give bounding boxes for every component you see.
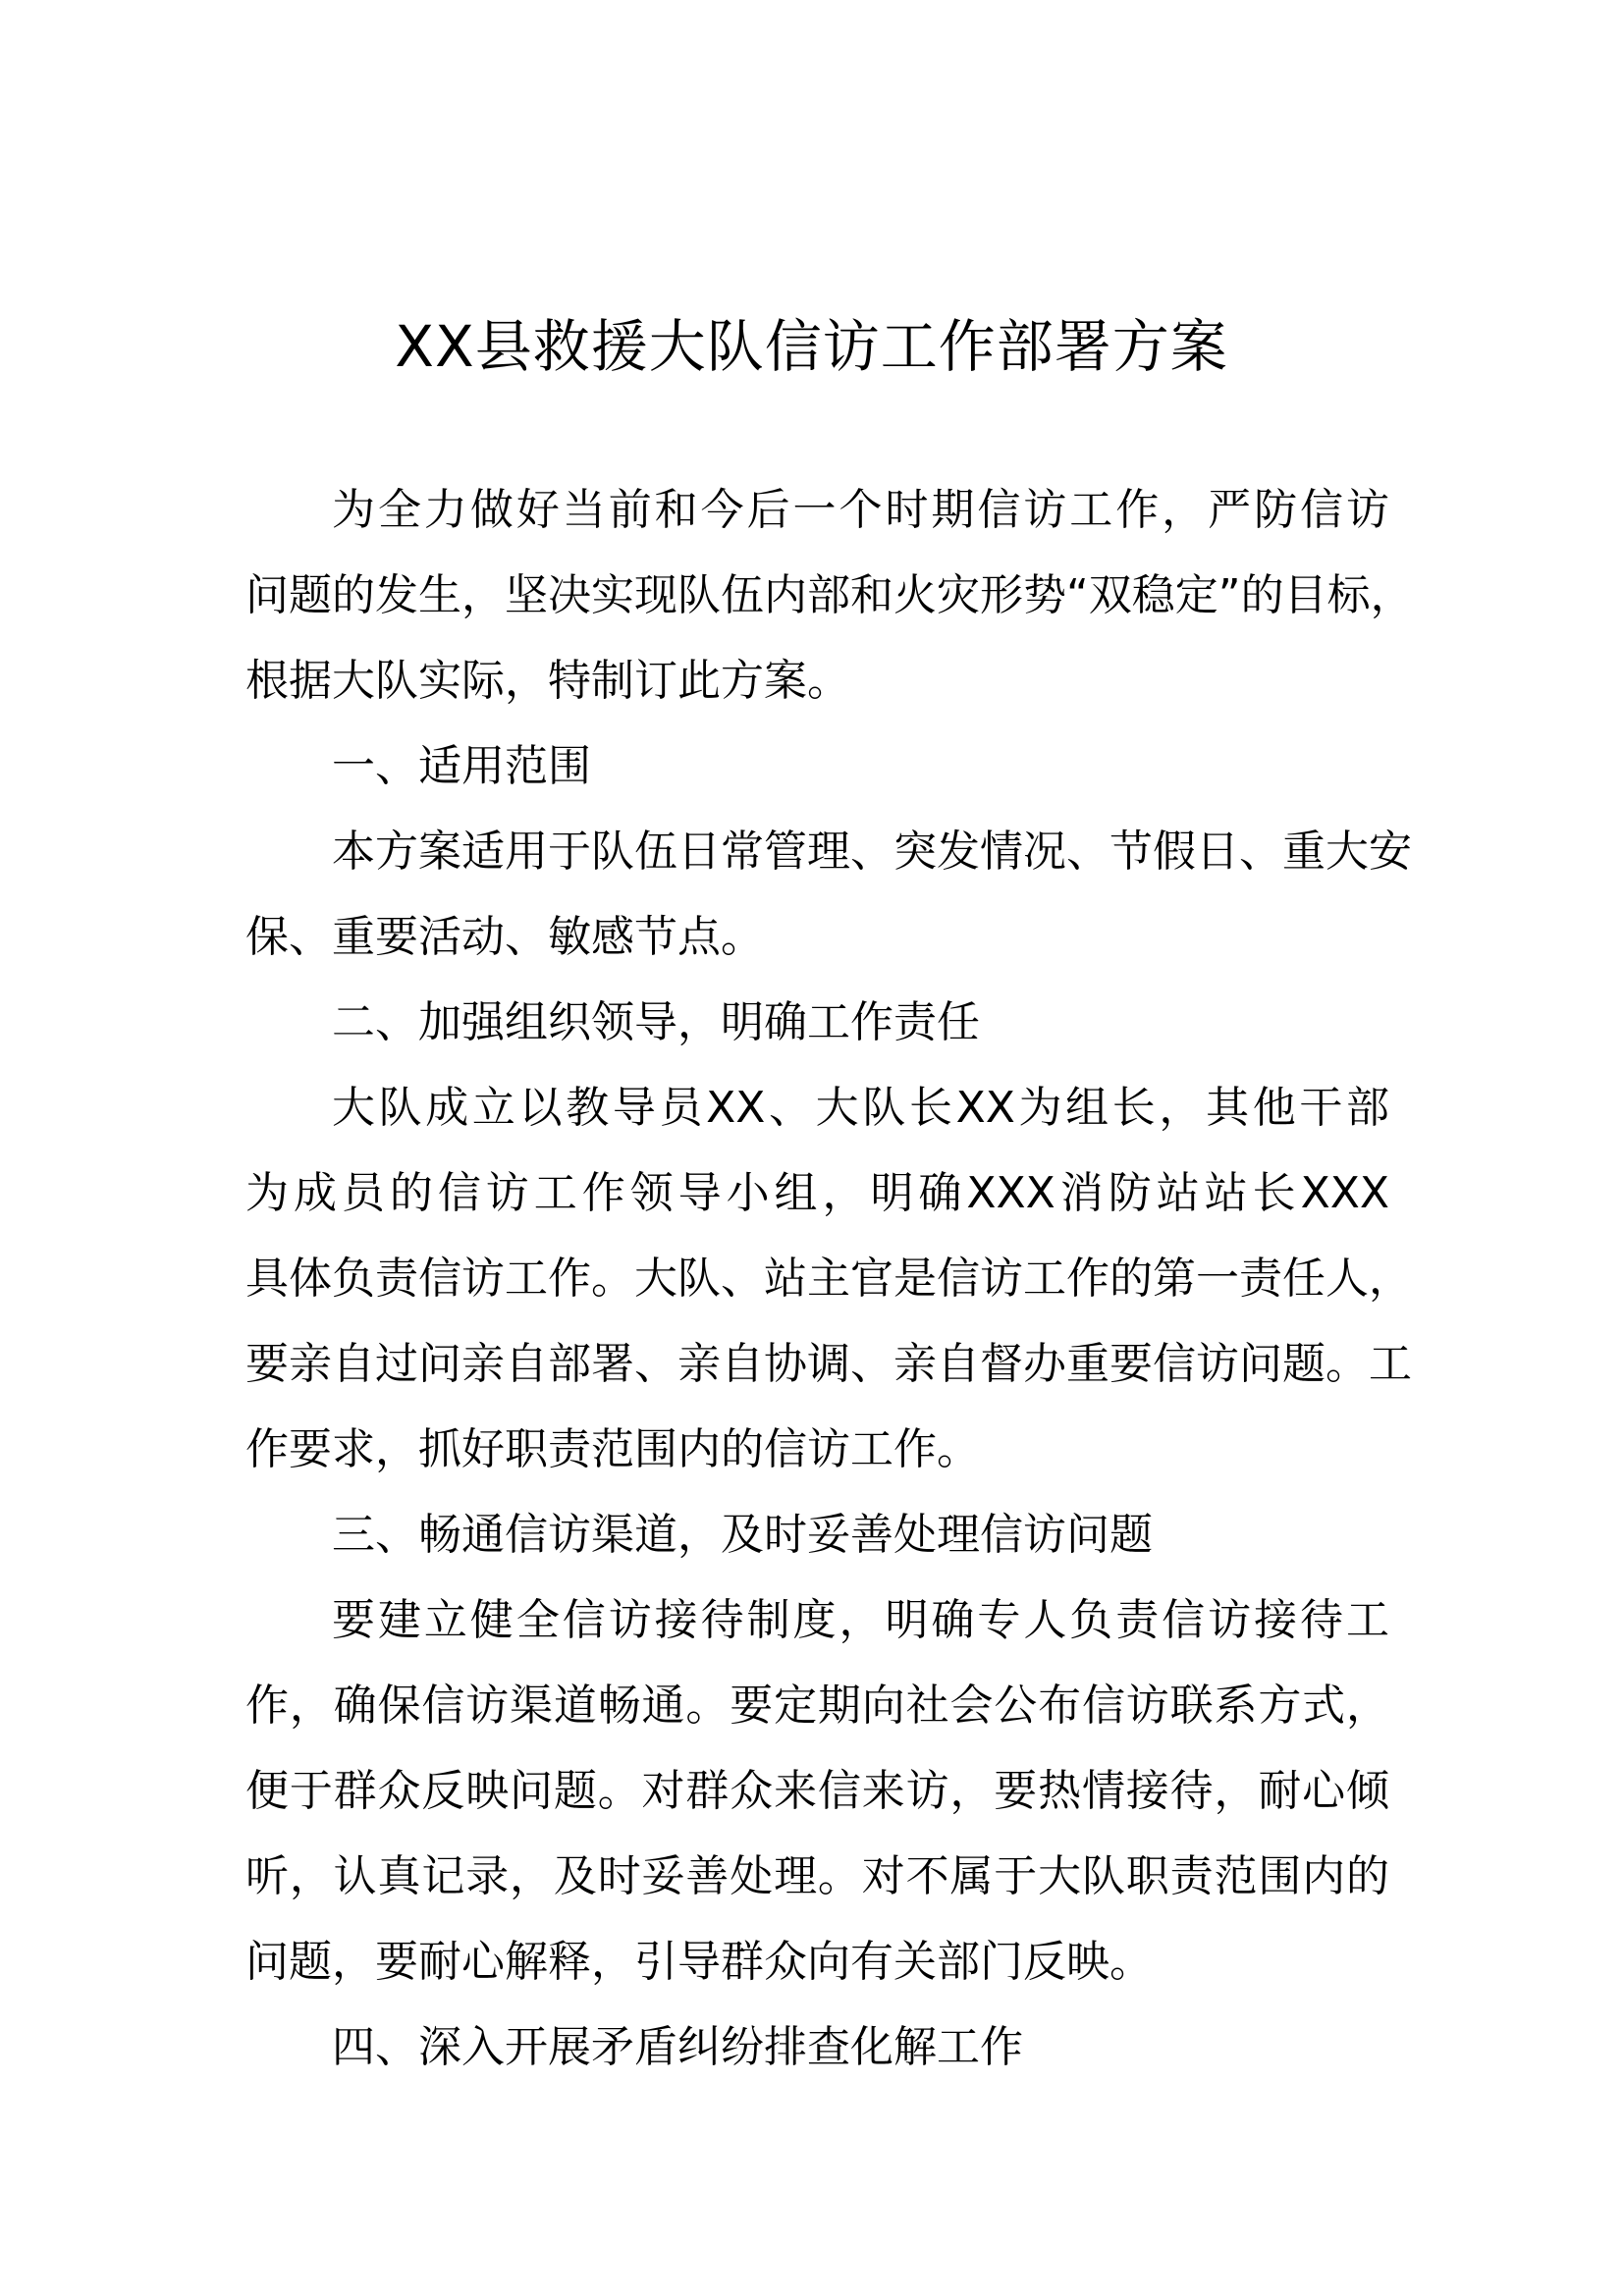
document-title: XX县救援大队信访工作部署方案 [395, 313, 1228, 380]
section-heading-1: 一、适用范围 [332, 741, 591, 791]
paragraph-intro-line-2: 问题的发生，坚决实现队伍内部和火灾形势“双稳定”的目标， [245, 570, 1414, 620]
section-heading-3: 三、畅通信访渠道，及时妥善处理信访问题 [332, 1510, 1153, 1560]
section-2-line-5: 作要求，抓好职责范围内的信访工作。 [245, 1424, 980, 1474]
section-3-line-2: 作，确保信访渠道畅通。要定期向社会公布信访联系方式， [245, 1681, 1389, 1731]
section-1-line-1: 本方案适用于队伍日常管理、突发情况、节假日、重大安 [332, 827, 1412, 877]
section-2-line-2: 为成员的信访工作领导小组，明确XXX消防站站长XXX [245, 1168, 1389, 1218]
section-3-line-5: 问题，要耐心解释，引导群众向有关部门反映。 [245, 1937, 1153, 1987]
section-1-line-2: 保、重要活动、敏感节点。 [245, 912, 764, 962]
section-3-line-1: 要建立健全信访接待制度，明确专人负责信访接待工 [332, 1595, 1389, 1645]
section-3-line-4: 听，认真记录，及时妥善处理。对不属于大队职责范围内的 [245, 1851, 1389, 1901]
section-3-line-3: 便于群众反映问题。对群众来信来访，要热情接待，耐心倾 [245, 1766, 1389, 1816]
section-2-line-1: 大队成立以教导员XX、大队长XX为组长，其他干部 [332, 1083, 1389, 1133]
document-body [245, 481, 1414, 2104]
section-heading-4: 四、深入开展矛盾纠纷排查化解工作 [332, 2022, 1023, 2072]
paragraph-intro-line-1: 为全力做好当前和今后一个时期信访工作，严防信访 [332, 485, 1389, 535]
section-2-line-4: 要亲自过问亲自部署、亲自协调、亲自督办重要信访问题。工 [245, 1339, 1412, 1389]
paragraph-intro-line-3: 根据大队实际，特制订此方案。 [245, 656, 850, 706]
section-2-line-3: 具体负责信访工作。大队、站主官是信访工作的第一责任人， [245, 1254, 1412, 1304]
section-heading-2: 二、加强组织领导，明确工作责任 [332, 997, 980, 1047]
